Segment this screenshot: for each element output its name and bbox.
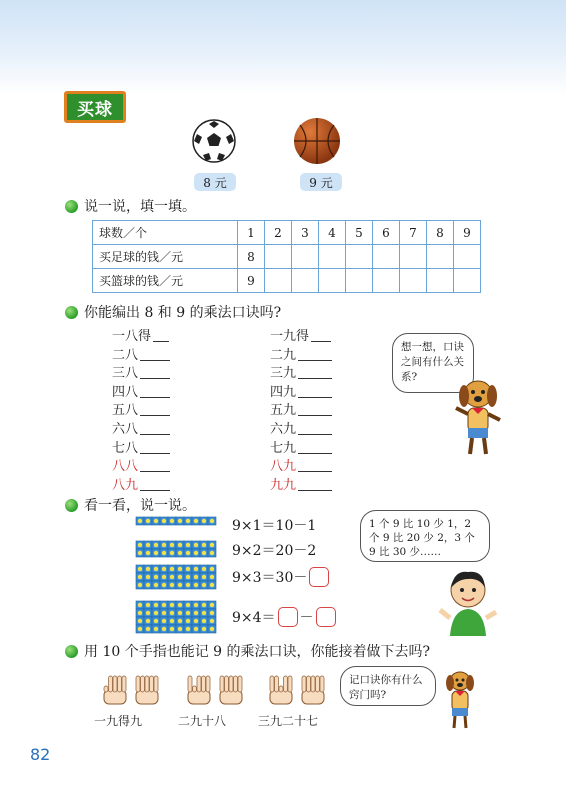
table-cell: 4 <box>319 221 346 245</box>
table-cell: 5 <box>346 221 373 245</box>
page-header-band <box>0 0 566 95</box>
rhyme-text: 七八 <box>112 440 139 456</box>
rhyme-blank[interactable] <box>140 433 170 435</box>
rhyme-eight-1 <box>112 325 169 344</box>
hands-icon-3 <box>266 672 328 706</box>
rhyme-eight-5 <box>112 399 170 418</box>
purchase-table <box>92 220 481 293</box>
equation-3 <box>232 567 331 587</box>
rhyme-nine-6 <box>270 418 332 437</box>
table-cell[interactable] <box>346 269 373 293</box>
rhyme-blank[interactable] <box>140 470 170 472</box>
table-cell[interactable] <box>373 269 400 293</box>
bead-grid-2 <box>135 540 217 558</box>
soccer-ball-icon <box>191 118 237 164</box>
bullet-icon <box>65 499 78 512</box>
answer-box[interactable] <box>316 607 336 627</box>
rhyme-text: 五九 <box>270 403 297 419</box>
bead-grid-4 <box>135 600 217 634</box>
hands-icon-2 <box>184 672 246 706</box>
table-cell[interactable] <box>292 245 319 269</box>
table-header-cell: 买篮球的钱／元 <box>93 269 238 293</box>
rhyme-nine-2 <box>270 344 332 363</box>
rhyme-text: 一九得 <box>270 329 310 344</box>
rhyme-eight-7 <box>112 437 170 456</box>
section4-heading-text: 用 10 个手指也能记 9 的乘法口诀，你能接着做下去吗? <box>84 644 431 660</box>
rhyme-nine-4 <box>270 381 332 400</box>
rhyme-blank[interactable] <box>140 452 170 454</box>
rhyme-eight-4 <box>112 381 170 400</box>
equation-4 <box>232 607 338 627</box>
table-cell[interactable] <box>427 269 454 293</box>
cartoon-boy-icon <box>436 566 500 636</box>
section3-heading-text: 看一看，说一说。 <box>84 498 196 514</box>
rhyme-nine-7 <box>270 437 332 456</box>
rhyme-text: 四八 <box>112 384 139 400</box>
bead-grid-1 <box>135 516 217 526</box>
table-cell[interactable] <box>454 245 481 269</box>
table-cell: 6 <box>373 221 400 245</box>
rhyme-nine-1 <box>270 325 331 344</box>
table-cell[interactable] <box>427 245 454 269</box>
bullet-icon <box>65 645 78 658</box>
table-row <box>93 221 481 245</box>
table-cell: 8 <box>238 245 265 269</box>
rhyme-nine-5 <box>270 399 332 418</box>
section1-heading <box>65 196 196 216</box>
rhyme-blank[interactable] <box>298 359 332 361</box>
table-cell: 2 <box>265 221 292 245</box>
table-cell[interactable] <box>319 269 346 293</box>
table-cell: 9 <box>454 221 481 245</box>
rhyme-text: 三九 <box>270 366 297 382</box>
bullet-icon <box>65 200 78 213</box>
section2-heading <box>65 302 281 322</box>
equation-4-text: 9×4＝ <box>232 610 276 626</box>
rhyme-blank[interactable] <box>140 396 170 398</box>
table-cell: 1 <box>238 221 265 245</box>
rhyme-blank[interactable] <box>298 433 332 435</box>
hands-icon-1 <box>100 672 162 706</box>
table-cell[interactable] <box>265 245 292 269</box>
speech-bubble-boy: 1 个 9 比 10 少 1，2 个 9 比 20 少 2，3 个 9 比 30 少…… <box>360 510 490 562</box>
rhyme-blank[interactable] <box>298 414 332 416</box>
table-cell: 3 <box>292 221 319 245</box>
table-cell: 9 <box>238 269 265 293</box>
rhyme-blank[interactable] <box>140 489 170 491</box>
speech-bubble-dog-2: 记口诀你有什么窍门吗? <box>340 666 436 706</box>
rhyme-eight-3 <box>112 362 170 381</box>
table-cell[interactable] <box>292 269 319 293</box>
hand-caption-2: 二九十八 <box>178 714 227 728</box>
rhyme-blank[interactable] <box>298 470 332 472</box>
rhyme-blank[interactable] <box>298 452 332 454</box>
rhyme-text: 九九 <box>270 477 297 493</box>
table-cell[interactable] <box>400 245 427 269</box>
rhyme-blank[interactable] <box>298 489 332 491</box>
table-row <box>93 269 481 293</box>
rhyme-eight-8 <box>112 455 170 474</box>
table-cell[interactable] <box>346 245 373 269</box>
table-cell[interactable] <box>319 245 346 269</box>
section3-heading <box>65 495 196 515</box>
rhyme-text: 一八得 <box>112 329 152 344</box>
table-cell[interactable] <box>454 269 481 293</box>
table-header-cell: 买足球的钱／元 <box>93 245 238 269</box>
cartoon-dog-small-icon <box>440 668 480 730</box>
basketball-price-tag: 9 元 <box>300 173 342 191</box>
answer-box[interactable] <box>278 607 298 627</box>
rhyme-blank[interactable] <box>140 377 170 379</box>
rhyme-eight-6 <box>112 418 170 437</box>
rhyme-text: 二九 <box>270 347 297 363</box>
equation-2: 9×2＝20－2 <box>232 543 317 559</box>
equation-3-text: 9×3＝30－ <box>232 570 308 586</box>
rhyme-text: 八九 <box>270 459 297 475</box>
rhyme-nine-3 <box>270 362 332 381</box>
page-number: 82 <box>30 745 51 764</box>
rhyme-text: 八九 <box>112 477 139 493</box>
rhyme-nine-9 <box>270 474 332 493</box>
table-cell[interactable] <box>400 269 427 293</box>
rhyme-text: 七九 <box>270 440 297 456</box>
rhyme-eight-2 <box>112 344 170 363</box>
section2-heading-text: 你能编出 8 和 9 的乘法口诀吗? <box>84 305 282 321</box>
soccer-price-tag: 8 元 <box>194 173 236 191</box>
table-cell: 8 <box>427 221 454 245</box>
rhyme-blank[interactable] <box>298 377 332 379</box>
bullet-icon <box>65 306 78 319</box>
section4-heading <box>65 641 430 661</box>
rhyme-text: 八八 <box>112 459 139 475</box>
rhyme-blank[interactable] <box>140 359 170 361</box>
section1-heading-text: 说一说，填一填。 <box>84 199 196 215</box>
table-cell: 7 <box>400 221 427 245</box>
rhyme-blank[interactable] <box>153 340 169 342</box>
rhyme-nine-8 <box>270 455 332 474</box>
table-cell[interactable] <box>265 269 292 293</box>
hand-caption-1: 一九得九 <box>94 714 143 728</box>
rhyme-eight-9 <box>112 474 170 493</box>
answer-box[interactable] <box>309 567 329 587</box>
rhyme-blank[interactable] <box>298 396 332 398</box>
rhyme-blank[interactable] <box>140 414 170 416</box>
lesson-title: 买球 <box>64 91 126 123</box>
minus-sign: － <box>299 610 314 626</box>
rhyme-text: 三八 <box>112 366 139 382</box>
rhyme-text: 二八 <box>112 347 139 363</box>
equation-1: 9×1＝10－1 <box>232 518 317 534</box>
rhyme-text: 五八 <box>112 403 139 419</box>
bead-grid-3 <box>135 564 217 590</box>
rhyme-text: 六八 <box>112 422 139 437</box>
rhyme-blank[interactable] <box>311 340 331 342</box>
basketball-icon <box>292 116 342 166</box>
speech-bubble-dog: 想一想，口诀之间有什么关系? <box>392 333 474 393</box>
table-row <box>93 245 481 269</box>
hand-caption-3: 三九二十七 <box>258 714 319 728</box>
table-header-cell: 球数／个 <box>93 221 238 245</box>
cartoon-dog-icon <box>448 376 508 458</box>
table-cell[interactable] <box>373 245 400 269</box>
rhyme-text: 四九 <box>270 384 297 400</box>
rhyme-text: 六九 <box>270 422 297 437</box>
